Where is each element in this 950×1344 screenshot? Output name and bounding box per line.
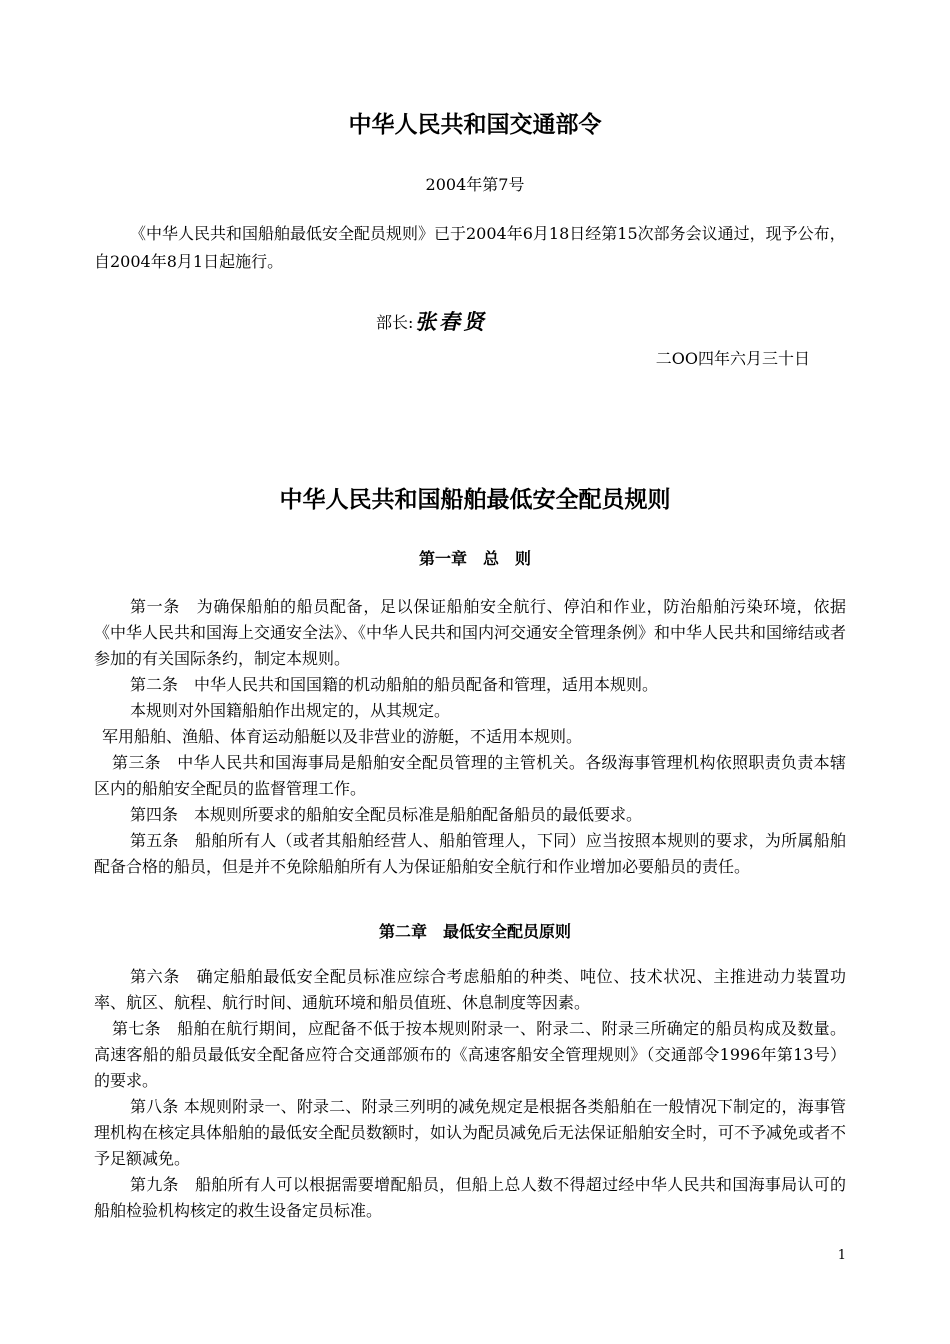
article-paragraph: 第八条 本规则附录一、附录二、附录三列明的减免规定是根据各类船舶在一般情况下制定的，海事管理机构在核定具体船舶的最低安全配员数额时，如认为配员减免后无法保证船舶安全时，可不予减免或者不予足额减免。 <box>94 1097 847 1168</box>
article-paragraph: 第六条 确定船舶最低安全配员标准应综合考虑船舶的种类、吨位、技术状况、主推进动力装置功率、航区、航程、航行时间、通航环境和船员值班、休息制度等因素。 <box>94 967 846 1012</box>
chapter-heading: 第一章 总 则 <box>418 549 531 568</box>
sign-date: 二OO四年六月三十日 <box>655 349 810 368</box>
chapter1-body <box>94 594 846 880</box>
page-number: 1 <box>837 1248 846 1263</box>
article-paragraph: 第三条 中华人民共和国海事局是船舶安全配员管理的主管机关。各级海事管理机构依照职责负责本辖区内的船舶安全配员的监督管理工作。 <box>94 753 846 798</box>
order-number: 2004年第7号 <box>425 175 525 194</box>
chapter2-body <box>94 964 846 1224</box>
article-paragraph: 第七条 船舶在航行期间，应配备不低于按本规则附录一、附录二、附录三所确定的船员构成及数量。高速客船的船员最低安全配备应符合交通部颁布的《高速客船安全管理规则》（交通部令1996年第13号）的要求。 <box>94 1019 846 1090</box>
article-paragraph: 第五条 船舶所有人（或者其船舶经营人、船舶管理人，下同）应当按照本规则的要求，为所属船舶配备合格的船员，但是并不免除船舶所有人为保证船舶安全航行和作业增加必要船员的责任。 <box>94 831 846 876</box>
article-paragraph: 第四条 本规则所要求的船舶安全配员标准是船舶配备船员的最低要求。 <box>130 805 643 824</box>
article-paragraph: 第一条 为确保船舶的船员配备，足以保证船舶安全航行、停泊和作业，防治船舶污染环境，依据《中华人民共和国海上交通安全法》、《中华人民共和国内河交通安全管理条例》和中华人民共和国缔结或者参加的有关国际条约，制定本规则。 <box>94 597 847 668</box>
article-paragraph: 军用船舶、渔船、体育运动船艇以及非营业的游艇，不适用本规则。 <box>102 727 583 746</box>
article-paragraph: 本规则对外国籍船舶作出规定的，从其规定。 <box>130 701 451 720</box>
minister-signature: 张春贤 <box>414 310 492 334</box>
article-paragraph: 第九条 船舶所有人可以根据需要增配船员，但船上总人数不得超过经中华人民共和国海事局认可的船舶检验机构核定的救生设备定员标准。 <box>94 1175 846 1220</box>
minister-line <box>376 306 492 336</box>
rules-title: 中华人民共和国船舶最低安全配员规则 <box>279 487 671 513</box>
promulgation-text: 《中华人民共和国船舶最低安全配员规则》已于2004年6月18日经第15次部务会议通过，现予公布，自2004年8月1日起施行。 <box>94 224 846 271</box>
minister-label: 部长: <box>376 312 414 332</box>
chapter-heading: 第二章 最低安全配员原则 <box>378 922 571 941</box>
article-paragraph: 第二条 中华人民共和国国籍的机动船舶的船员配备和管理，适用本规则。 <box>130 675 659 694</box>
order-title: 中华人民共和国交通部令 <box>348 112 602 138</box>
